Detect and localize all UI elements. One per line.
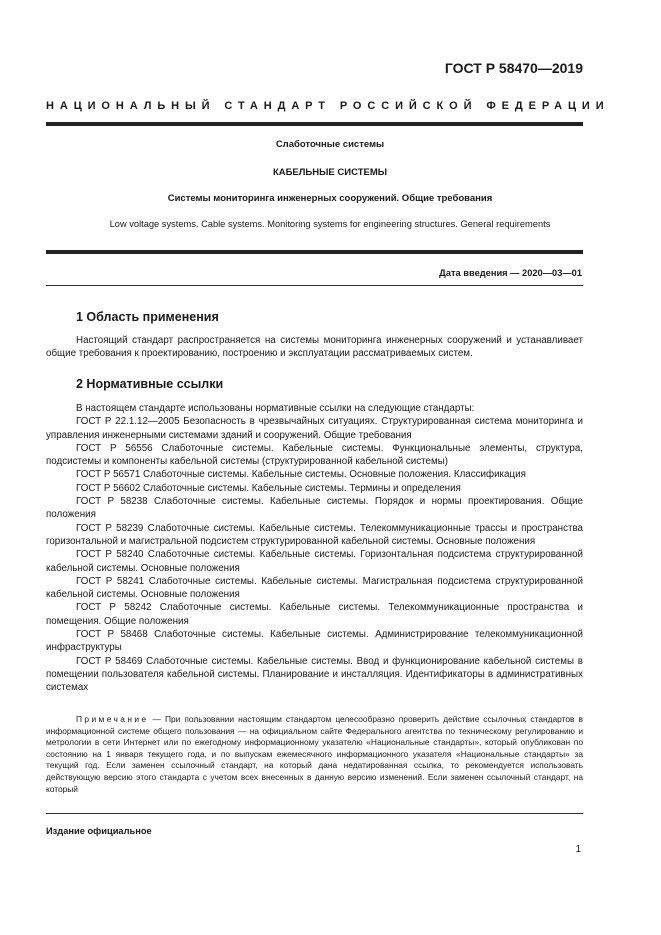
note [46, 714, 583, 795]
english-title: Low voltage systems. Cable systems. Monitoring systems for engineering structures. General requirements [109, 219, 551, 229]
reference-item: ГОСТ Р 22.1.12—2005 Безопасность в чрезвычайных ситуациях. Структурированная система мониторинга и управления инженерными системами зданий и сооружений. Общие требования [46, 416, 583, 441]
section-1-paragraph: Настоящий стандарт распространяется на системы мониторинга инженерных сооружений и устанавливает общие требования к проектированию, построению и эксплуатации рассматриваемых систем. [46, 335, 583, 360]
document-number: ГОСТ Р 58470—2019 [444, 60, 583, 76]
introduction-date: Дата введения — 2020—03—01 [439, 268, 582, 278]
section-2-intro: В настоящем стандарте использованы нормативные ссылки на следующие стандарты: [76, 403, 475, 414]
title-category: Слаботочные системы [275, 139, 385, 150]
note-label: Примечание [76, 714, 149, 724]
note-text: — При пользовании настоящим стандартом целесообразно проверить действие ссылочных стандартов в информационной системе общего пользования — на официальном сайте Федерального агентства по техническому регулированию и метрологии в сети Интернет или по ежегодному информационному указателю «Национальные стандарты», который опубликован по состоянию на 1 января текущего года, и по выпускам ежемесячного информационного указателя «Национальные стандарты» за текущий год. Если заменен ссылочный стандарт, на который дана недатированная ссылка, то рекомендуется использовать действующую версию этого стандарта с учетом всех внесенных в данную версию изменений. Если заменен ссылочный стандарт, на который [46, 714, 583, 794]
reference-item: ГОСТ Р 58241 Слаботочные системы. Кабельные системы. Магистральная подсистема структурированной кабельной системы. Основные положения [46, 575, 583, 601]
section-1-heading: 1 Область применения [76, 310, 219, 324]
reference-item: ГОСТ Р 58239 Слаботочные системы. Кабельные системы. Телекоммуникационные трассы и пространства горизонтальной и магистральной подсистем структурированной кабельной системы. Основные положения [46, 522, 583, 547]
page-number: 1 [575, 844, 581, 855]
national-standard-banner: НАЦИОНАЛЬНЫЙ СТАНДАРТ РОССИЙСКОЙ ФЕДЕРАЦИИ [46, 100, 610, 112]
official-edition-label: Издание официальное [46, 826, 152, 836]
reference-item: ГОСТ Р 56556 Слаботочные системы. Кабельные системы. Функциональные элементы, структура, подсистемы и компоненты кабельной системы (структурированной кабельной системы) [46, 442, 583, 468]
reference-item: ГОСТ Р 58242 Слаботочные системы. Кабельные системы. Телекоммуникационные пространства и помещения. Общие положения [46, 602, 583, 627]
section-1-body [46, 334, 583, 361]
reference-item: ГОСТ Р 58469 Слаботочные системы. Кабельные системы. Ввод и функционирование кабельной системы в помещении пользователя кабельной системы. Планирование и инсталляция. Идентификаторы в административных системах [46, 655, 583, 694]
section-2-heading: 2 Нормативные ссылки [76, 377, 224, 391]
date-rule [46, 285, 583, 286]
reference-item: ГОСТ Р 56571 Слаботочные системы. Кабельные системы. Основные положения. Классификация [76, 469, 526, 481]
section-2-body [46, 402, 583, 695]
title-rule [46, 250, 583, 254]
top-rule [46, 122, 583, 126]
footer-rule [46, 813, 583, 814]
document-title: Системы мониторинга инженерных сооружений. Общие требования [167, 193, 493, 204]
title-subcategory: КАБЕЛЬНЫЕ СИСТЕМЫ [272, 167, 388, 178]
reference-item: ГОСТ Р 58238 Слаботочные системы. Кабельные системы. Порядок и нормы проектирования. Общие положения [46, 496, 583, 521]
reference-item: ГОСТ Р 56602 Слаботочные системы. Кабельные системы. Термины и определения [76, 482, 461, 494]
reference-item: ГОСТ Р 58240 Слаботочные системы. Кабельные системы. Горизонтальная подсистема структурированной кабельной системы. Основные положения [46, 549, 583, 574]
reference-item: ГОСТ Р 58468 Слаботочные системы. Кабельные системы. Администрирование телекоммуникационной инфраструктуры [46, 629, 583, 654]
